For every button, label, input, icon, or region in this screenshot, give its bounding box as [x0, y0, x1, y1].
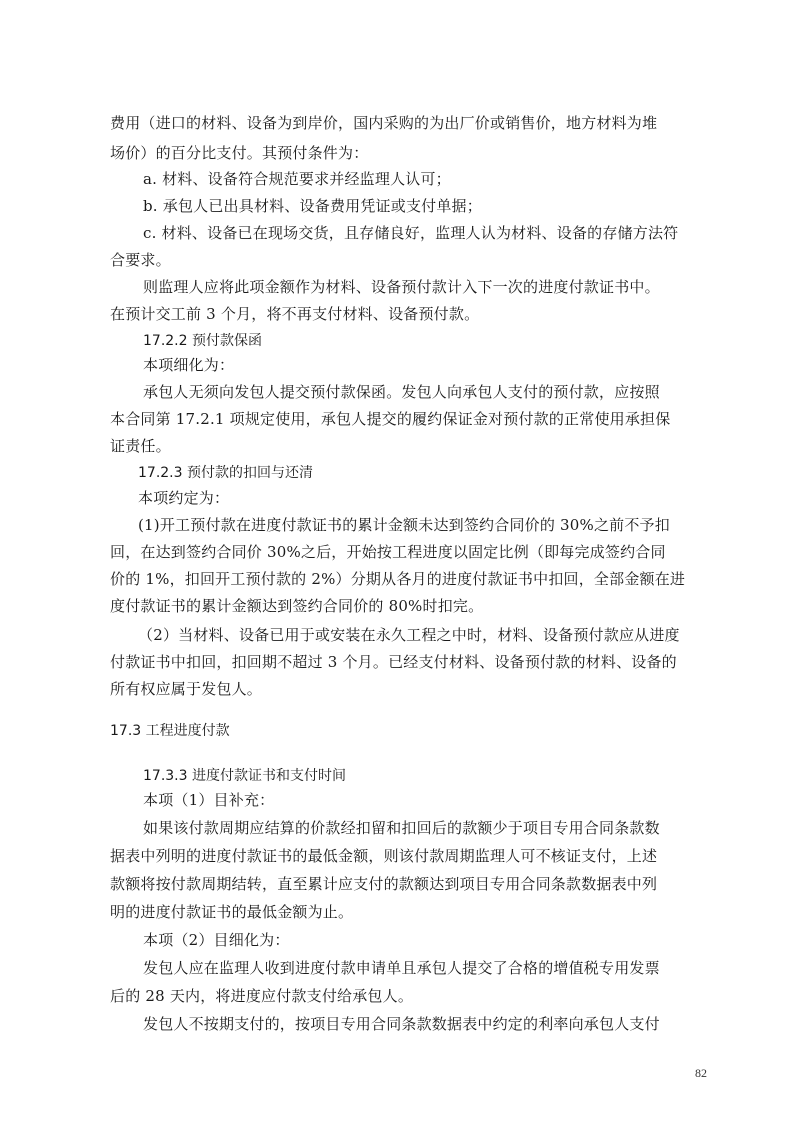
list-item: b. 承包人已出具材料、设备费用凭证或支付单据；: [143, 197, 482, 215]
list-item: a. 材料、设备符合规范要求并经监理人认可；: [143, 170, 451, 188]
section-heading: 17.3.3 进度付款证书和支付时间: [143, 768, 346, 784]
body-line: 据表中列明的进度付款证书的最低金额，则该付款周期监理人可不核证支付，上述: [110, 847, 658, 865]
body-line: 后的 28 天内，将进度应付款支付给承包人。: [110, 987, 414, 1005]
body-line: 合要求。: [110, 251, 171, 269]
body-line: 所有权应属于发包人。: [110, 680, 263, 698]
body-line: 款额将按付款周期结转，直至累计应支付的款额达到项目专用合同条款数据表中列: [110, 875, 658, 893]
section-heading: 17.2.2 预付款保函: [143, 333, 262, 349]
body-line: 回，在达到签约合同价 30%之后，开始按工程进度以固定比例（即每完成签约合同: [110, 543, 666, 561]
body-line: 付款证书中扣回，扣回期不超过 3 个月。已经支付材料、设备预付款的材料、设备的: [110, 653, 677, 671]
body-line: 明的进度付款证书的最低金额为止。: [110, 903, 354, 921]
body-line: 费用（进口的材料、设备为到岸价，国内采购的为出厂价或销售价，地方材料为堆: [110, 114, 658, 132]
body-line: 发包人应在监理人收到进度付款申请单且承包人提交了合格的增值税专用发票: [143, 959, 660, 977]
body-line: 本合同第 17.2.1 项规定使用，承包人提交的履约保证金对预付款的正常使用承担保: [110, 410, 671, 428]
body-line: 发包人不按期支付的，按项目专用合同条款数据表中约定的利率向承包人支付: [143, 1015, 660, 1033]
section-heading: 17.3 工程进度付款: [110, 723, 230, 739]
section-heading: 17.2.3 预付款的扣回与还清: [138, 465, 313, 481]
body-line: 价的 1%，扣回开工预付款的 2%）分期从各月的进度付款证书中扣回，全部金额在进: [110, 570, 686, 588]
body-line: (1)开工预付款在进度付款证书的累计金额未达到签约合同价的 30%之前不予扣: [138, 516, 670, 534]
body-line: 承包人无须向发包人提交预付款保函。发包人向承包人支付的预付款，应按照: [143, 383, 660, 401]
list-item: c. 材料、设备已在现场交货，且存储良好，监理人认为材料、设备的存储方法符: [143, 224, 679, 242]
body-line: 则监理人应将此项金额作为材料、设备预付款计入下一次的进度付款证书中。: [143, 278, 660, 296]
page-number: 82: [695, 1066, 707, 1080]
body-line: 证责任。: [110, 437, 171, 455]
body-line: （2）当材料、设备已用于或安装在永久工程之中时，材料、设备预付款应从进度: [138, 626, 680, 644]
body-line: 在预计交工前 3 个月，将不再支付材料、设备预付款。: [110, 305, 480, 323]
body-line: 本项（1）目补充：: [143, 791, 275, 809]
body-line: 本项细化为：: [143, 356, 235, 374]
body-line: 场价）的百分比支付。其预付条件为：: [110, 144, 369, 162]
body-line: 本项（2）目细化为：: [143, 931, 290, 949]
body-line: 如果该付款周期应结算的价款经扣留和扣回后的款额少于项目专用合同条款数: [143, 819, 660, 837]
body-line: 度付款证书的累计金额达到签约合同价的 80%时扣完。: [110, 597, 484, 615]
body-line: 本项约定为：: [138, 489, 230, 507]
